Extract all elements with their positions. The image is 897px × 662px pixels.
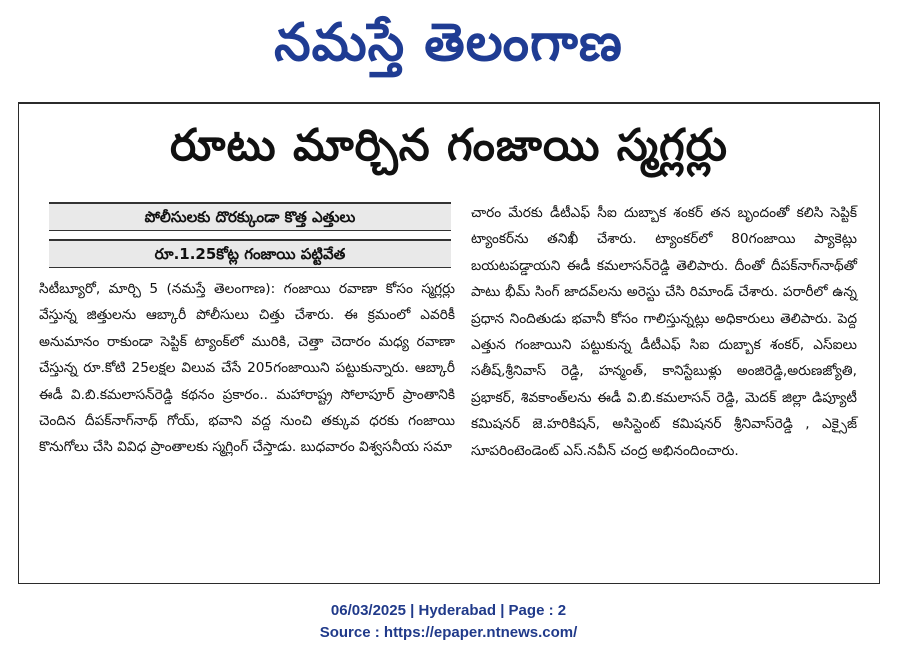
masthead-title: నమస్తే తెలంగాణ — [274, 12, 623, 73]
article-body-right: చారం మేరకు డీటీఎఫ్ సీఐ దుబ్బాక శంకర్ తన బృందంతో కలిసి సెప్టిక్ ట్యాంకర్‌ను తనిఖీ చేశారు. ట్యాంకర్‌లో 80గంజాయి ప్యాకెట్లు బయటపడ్డాయని ఈడీ కమలాసన్‌రెడ్డి తెలిపారు. దీంతో దీపక్‌నాగ్‌నాథ్‌తో పాటు భీమ్ సింగ్ జాదవ్‌లను అరెస్టు చేసి రిమాండ్ చేశారు. పరారీలో ఉన్న ప్రధాన నిందితుడు భవానీ కోసం గాలిస్తున్నట్లు అధికారులు తెలిపారు. పెద్ద ఎత్తున గంజాయిని పట్టుకున్న డీటీఎఫ్ సిఐ దుబ్బాక శంకర్, ఎస్ఐలు సతీష్,శ్రీనివాస్ రెడ్డి, హన్మంత్, కానిస్టేబుళ్లు అంజిరెడ్డి,అరుణజ్యోతి, ప్రభాకర్, శివకాంత్‌లను ఈడీ వి.బి.కమలాసన్ రెడ్డి, మెదక్ జిల్లా డిప్యూటీ కమిషనర్ జె.హరికిషన్, అసిస్టెంట్ కమిషనర్ శ్రీనివాస్‌రెడ్డి , ఎక్సైజ్ సూపరింటెండెంట్ ఎస్.నవీన్ చంద్ర అభినందించారు. — [471, 205, 857, 459]
footer-dateline: 06/03/2025 | Hyderabad | Page : 2 — [330, 602, 567, 619]
article-left-column — [39, 202, 461, 461]
footer-source-link[interactable]: Source : https://epaper.ntnews.com/ — [319, 624, 578, 641]
article-body-left: సిటీబ్యూరో, మార్చి 5 (నమస్తే తెలంగాణ): గంజాయి రవాణా కోసం స్మగ్లర్లు వేస్తున్న జిత్తులను ఆబ్కారీ పోలీసులు చిత్తు చేశారు. ఈ క్రమంలో ఎవరికీ అనుమానం రాకుండా సెప్టిక్ ట్యాంక్‌లో మురికి, చెత్తా చెదారం మధ్య రవాణా చేస్తున్న రూ.కోటి 25లక్షల విలువ చేసే 205గంజాయిని పట్టుకున్నారు. ఆబ్కారీ ఈడీ వి.బి.కమలాసన్‌రెడ్డి కథనం ప్రకారం.. మహారాష్ట్ర సోలాపూర్ ప్రాంతానికి చెందిన దీపక్‌నాగ్‌నాథ్ గోయ్, భవాని వద్ద నుంచి తక్కువ ధరకు గంజాయి కొనుగోలు చేసి వివిధ ప్రాంతాలకు స్మగ్లింగ్ చేస్తాడు. బుధవారం విశ్వసనీయ సమా — [39, 281, 455, 456]
article-right-column — [471, 200, 863, 464]
newspaper-clipping — [18, 102, 880, 584]
article-subhead-1: పోలీసులకు దొరక్కుండా కొత్త ఎత్తులు — [49, 202, 451, 231]
article-subhead-2: రూ.1.25కోట్ల గంజాయి పట్టివేత — [49, 239, 451, 268]
article-headline: రూటు మార్చిన గంజాయి స్మగ్లర్లు — [169, 120, 729, 171]
